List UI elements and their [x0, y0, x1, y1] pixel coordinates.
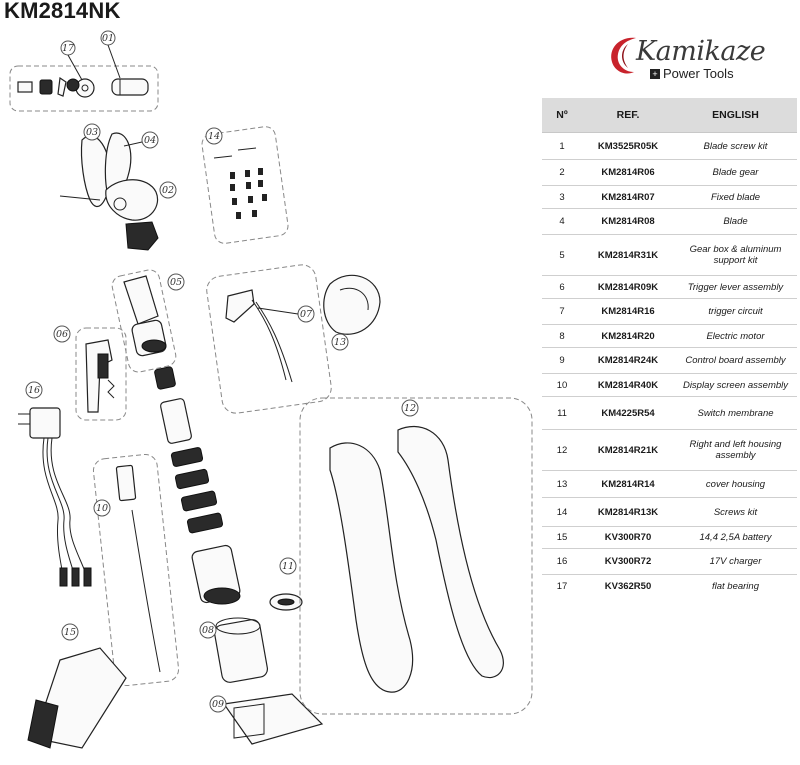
callout-09 — [210, 696, 226, 712]
cell-english: cover housing — [674, 471, 797, 498]
cell-english: flat bearing — [711, 580, 759, 592]
cell-no: 7 — [542, 299, 582, 325]
cell-english: Right and left housing assembly — [674, 430, 797, 471]
part-cover-housing — [324, 275, 380, 334]
callout-15 — [62, 624, 78, 640]
svg-text:17: 17 — [61, 43, 75, 54]
cell-ref: KM2814R07 — [582, 186, 674, 209]
cell-ref: KM2814R14 — [582, 471, 674, 498]
leader-line — [258, 308, 298, 314]
callout-17 — [61, 41, 75, 55]
part-housing-right — [398, 427, 503, 678]
cell-ref: KM2814R13K — [582, 498, 674, 527]
table-row — [542, 498, 797, 527]
svg-text:09: 09 — [211, 699, 225, 710]
table-row — [542, 430, 797, 471]
part-electric-motor — [213, 618, 268, 684]
part-battery — [28, 648, 126, 748]
svg-text:07: 07 — [299, 309, 313, 320]
plus-icon: + — [650, 69, 660, 79]
part-screws-kit — [214, 148, 267, 219]
cell-ref: KM2814R24K — [582, 348, 674, 374]
cell-no: 5 — [542, 235, 582, 276]
table-row — [542, 209, 797, 235]
cell-english: 14,4 2,5A battery — [674, 527, 797, 549]
cell-no: 10 — [542, 374, 582, 397]
cell-no: 4 — [542, 209, 582, 235]
table-row — [542, 160, 797, 186]
cell-ref: KM2814R31K — [582, 235, 674, 276]
part-fixed-blade — [60, 136, 110, 207]
callout-01 — [101, 31, 115, 45]
part-gear-stack — [154, 366, 241, 604]
cell-english: Switch membrane — [674, 397, 797, 430]
cell-no: 17 — [556, 580, 568, 592]
cell-english: Electric motor — [674, 325, 797, 348]
part-housing-left — [330, 443, 413, 692]
table-row — [542, 235, 797, 276]
cell-english: Display screen assembly — [674, 374, 797, 397]
table-row — [542, 276, 797, 299]
cell-no: 11 — [542, 397, 582, 430]
group-frame-10 — [92, 453, 179, 686]
cell-ref: KM2814R09K — [582, 276, 674, 299]
cell-english: trigger circuit — [674, 299, 797, 325]
table-row — [542, 549, 797, 575]
callout-03 — [84, 124, 100, 140]
cell-english: Gear box & aluminum support kit — [674, 235, 797, 276]
callout-14 — [206, 128, 222, 144]
svg-text:10: 10 — [95, 503, 109, 514]
cell-ref: KM2814R06 — [582, 160, 674, 186]
cell-english: 17V charger — [674, 549, 797, 575]
cell-english: Fixed blade — [674, 186, 797, 209]
cell-english: Trigger lever assembly — [674, 276, 797, 299]
model-title: KM2814NK — [4, 0, 121, 23]
logo-subtitle-text: Power Tools — [663, 66, 734, 81]
cell-no: 1 — [542, 133, 582, 160]
cell-english: Blade screw kit — [674, 133, 797, 160]
col-header-english: ENGLISH — [674, 98, 797, 133]
callout-08 — [200, 622, 216, 638]
svg-text:05: 05 — [169, 277, 183, 288]
svg-text:01: 01 — [101, 33, 115, 44]
col-header-ref: REF. — [582, 98, 674, 133]
table-row — [542, 471, 797, 498]
part-trigger-lever — [86, 340, 114, 412]
part-switch-membrane — [270, 594, 302, 610]
cell-no: 2 — [542, 160, 582, 186]
table-header-row — [542, 98, 797, 133]
cell-no: 15 — [542, 527, 582, 549]
part-blade-screw-kit — [18, 78, 148, 97]
cell-ref: KM2814R16 — [582, 299, 674, 325]
cell-ref: KM2814R08 — [582, 209, 674, 235]
cell-ref: KM3525R05K — [582, 133, 674, 160]
svg-text:04: 04 — [143, 135, 157, 146]
brand-logo — [606, 30, 776, 92]
leader-line — [68, 55, 82, 80]
cell-no: 13 — [542, 471, 582, 498]
table-row — [542, 325, 797, 348]
cell-no: 3 — [542, 186, 582, 209]
svg-text:11: 11 — [281, 561, 295, 572]
table-row — [542, 397, 797, 430]
cell-english: Screws kit — [674, 498, 797, 527]
table-row — [542, 133, 797, 160]
callout-10 — [94, 500, 110, 516]
table-row — [542, 299, 797, 325]
part-blade-gear — [106, 180, 158, 250]
cell-ref: KM2814R20 — [582, 325, 674, 348]
callout-02 — [160, 182, 176, 198]
logo-subtitle — [650, 66, 734, 81]
cell-no: 16 — [542, 549, 582, 575]
cell-english: Blade gear — [674, 160, 797, 186]
cell-ref: KV362R50 — [604, 580, 652, 592]
part-gear-box — [124, 276, 167, 357]
part-control-board — [224, 694, 322, 744]
cell-ref: KV300R70 — [582, 527, 674, 549]
cell-ref: KM2814R21K — [582, 430, 674, 471]
part-trigger-circuit — [226, 290, 292, 382]
cell-no: 6 — [542, 276, 582, 299]
callout-06 — [54, 326, 70, 342]
table-row — [542, 527, 797, 549]
cell-ref: KM4225R54 — [582, 397, 674, 430]
group-frame-07 — [205, 263, 333, 415]
parts-table — [542, 98, 797, 597]
cell-english: Blade — [674, 209, 797, 235]
cell-english: Control board assembly — [674, 348, 797, 374]
col-header-no: Nº — [542, 98, 582, 133]
cell-no: 12 — [542, 430, 582, 471]
callout-12 — [402, 400, 418, 416]
table-row — [542, 186, 797, 209]
callout-16 — [26, 382, 42, 398]
callout-11 — [280, 558, 296, 574]
callout-07 — [298, 306, 314, 322]
cell-no: 8 — [542, 325, 582, 348]
cell-no: 9 — [542, 348, 582, 374]
part-charger — [18, 408, 91, 586]
svg-text:03: 03 — [85, 127, 99, 138]
callout-05 — [168, 274, 184, 290]
cell-no: 14 — [542, 498, 582, 527]
table-row — [542, 575, 797, 598]
table-row — [542, 374, 797, 397]
svg-text:02: 02 — [161, 185, 175, 196]
cell-ref: KV300R72 — [582, 549, 674, 575]
svg-text:08: 08 — [201, 625, 215, 636]
svg-text:14: 14 — [207, 131, 221, 142]
cell-ref: KM2814R40K — [582, 374, 674, 397]
svg-text:06: 06 — [55, 329, 69, 340]
part-display-screen — [116, 465, 160, 672]
leader-line — [108, 45, 120, 78]
callout-13 — [332, 334, 348, 350]
svg-text:12: 12 — [403, 403, 417, 414]
svg-text:16: 16 — [27, 385, 41, 396]
table-row — [542, 348, 797, 374]
svg-text:15: 15 — [63, 627, 77, 638]
logo-brand-name: Kamikaze — [636, 36, 766, 67]
callout-04 — [142, 132, 158, 148]
svg-text:13: 13 — [333, 337, 347, 348]
